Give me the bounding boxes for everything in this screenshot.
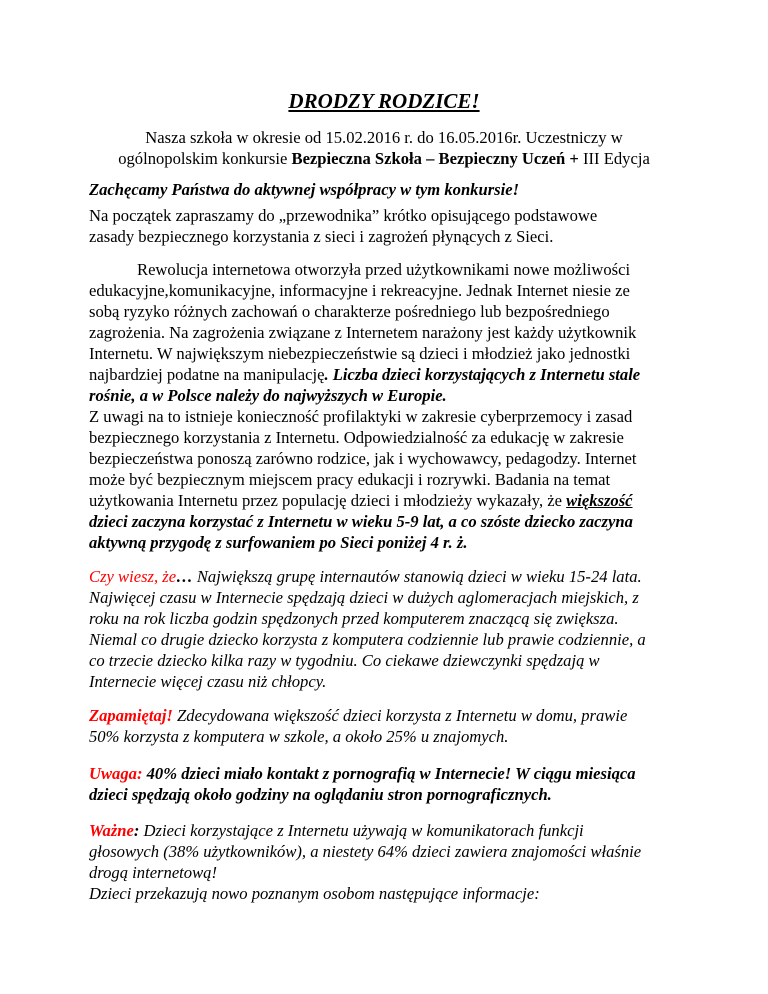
prevention-line-7: aktywną przygodę z surfowaniem po Sieci poniżej 4 r. ż. — [89, 533, 468, 552]
warning-paragraph — [89, 763, 689, 805]
did-you-know-line-6: Internecie więcej czasu niż chłopcy. — [89, 672, 327, 691]
important-line-3: drogą internetową! — [89, 863, 217, 882]
prevention-line-2: bezpiecznego korzystania z Internetu. Odpowiedzialność za edukację w zakresie — [89, 428, 624, 447]
remember-paragraph — [89, 705, 689, 747]
prevention-line-6: dzieci zaczyna korzystać z Internetu w wieku 5-9 lat, a co szóste dziecko zaczyna — [89, 512, 633, 531]
prevention-line-5 — [89, 490, 689, 511]
did-you-know-line-1-rest: Największą grupę internautów stanowią dzieci w wieku 15-24 lata. — [192, 567, 642, 586]
guide-line-1: Na początek zapraszamy do „przewodnika” krótko opisującego podstawowe — [89, 206, 598, 225]
prevention-line-4: może być bezpiecznym miejscem pracy edukacji i rozrywki. Badania na temat — [89, 470, 611, 489]
revolution-emphasis: . Liczba dzieci korzystających z Internetu stale — [324, 365, 641, 384]
revolution-line-3: sobą ryzyko różnych zachowań o charakterze pośredniego lub bezpośredniego — [89, 302, 610, 321]
remember-line-1 — [89, 705, 689, 726]
revolution-line-6 — [89, 364, 689, 385]
revolution-line-6-start: najbardziej podatne na manipulację — [89, 365, 325, 384]
did-you-know-line-2: Najwięcej czasu w Internecie spędzają dzieci w dużych aglomeracjach miejskich, z — [89, 588, 639, 607]
prevention-line-5-start: użytkowania Internetu przez populację dzieci i młodzieży wykazały, że — [89, 491, 567, 510]
important-colon: : — [133, 821, 140, 840]
important-line-2: głosowych (38% użytkowników), a niestety 64% dzieci zawiera znajomości właśnie — [89, 842, 642, 861]
guide-line-2: zasady bezpiecznego korzystania z sieci i zagrożeń płynących z Sieci. — [89, 227, 554, 246]
invite-text: Zachęcamy Państwa do aktywnej współpracy w tym konkursie! — [89, 180, 520, 199]
did-you-know-label: Czy wiesz, że — [89, 567, 177, 586]
remember-label: Zapamiętaj! — [89, 706, 173, 725]
important-line-4: Dzieci przekazują nowo poznanym osobom następujące informacje: — [89, 884, 540, 903]
contest-name: Bezpieczna Szkoła – Bezpieczny Uczeń + — [291, 149, 579, 168]
did-you-know-line-3: roku na rok liczba godzin spędzonych przed komputerem znaczącą się zwiększa. — [89, 609, 619, 628]
prevention-line-3: bezpieczeństwa ponoszą zarówno rodzice, jak i wychowawcy, pedagodzy. Internet — [89, 449, 637, 468]
intro-paragraph — [76, 127, 692, 169]
page-title: DRODZY RODZICE! — [288, 89, 480, 113]
did-you-know-paragraph — [89, 566, 689, 692]
remember-line-2: 50% korzysta z komputera w szkole, a około 25% u znajomych. — [89, 727, 509, 746]
revolution-line-1: Rewolucja internetowa otworzyła przed użytkownikami nowe możliwości — [137, 260, 631, 279]
important-line-1 — [89, 820, 689, 841]
intro-line-2-end: III Edycja — [578, 149, 650, 168]
revolution-line-7: rośnie, a w Polsce należy do najwyższych w Europie. — [89, 386, 447, 405]
did-you-know-ellipsis: … — [176, 567, 193, 586]
did-you-know-line-5: co trzecie dziecko kilka razy w tygodniu. Co ciekawe dziewczynki spędzają w — [89, 651, 600, 670]
important-paragraph — [89, 820, 689, 904]
warning-line-1-rest: 40% dzieci miało kontakt z pornografią w Internecie! W ciągu miesiąca — [146, 764, 636, 783]
warning-line-1 — [89, 763, 689, 784]
revolution-paragraph — [89, 259, 689, 406]
prevention-line-1: Z uwagi na to istnieje konieczność profilaktyki w zakresie cyberprzemocy i zasad — [89, 407, 633, 426]
intro-line-2 — [76, 148, 692, 169]
warning-line-2: dzieci spędzają około godziny na oglądaniu stron pornograficznych. — [89, 785, 552, 804]
warning-label: Uwaga: — [89, 764, 147, 783]
did-you-know-line-1 — [89, 566, 689, 587]
guide-paragraph — [89, 205, 689, 247]
important-label: Ważne — [89, 821, 134, 840]
did-you-know-line-4: Niemal co drugie dziecko korzysta z komputera codziennie lub prawie codziennie, a — [89, 630, 646, 649]
invite-paragraph — [89, 179, 689, 200]
revolution-line-4: zagrożenia. Na zagrożenia związane z Internetem narażony jest każdy użytkownik — [89, 323, 637, 342]
prevention-paragraph — [89, 406, 689, 553]
intro-line-2-start: ogólnopolskim konkursie — [118, 149, 292, 168]
remember-line-1-rest: Zdecydowana większość dzieci korzysta z Internetu w domu, prawie — [172, 706, 628, 725]
revolution-line-2: edukacyjne,komunikacyjne, informacyjne i rekreacyjne. Jednak Internet niesie ze — [89, 281, 630, 300]
important-line-1-rest: Dzieci korzystające z Internetu używają w komunikatorach funkcji — [139, 821, 584, 840]
prevention-emphasis: większość — [566, 491, 633, 510]
intro-line-1: Nasza szkoła w okresie od 15.02.2016 r. do 16.05.2016r. Uczestniczy w — [145, 128, 623, 147]
revolution-line-5: Internetu. W największym niebezpieczeństwie są dzieci i młodzież jako jednostki — [89, 344, 631, 363]
